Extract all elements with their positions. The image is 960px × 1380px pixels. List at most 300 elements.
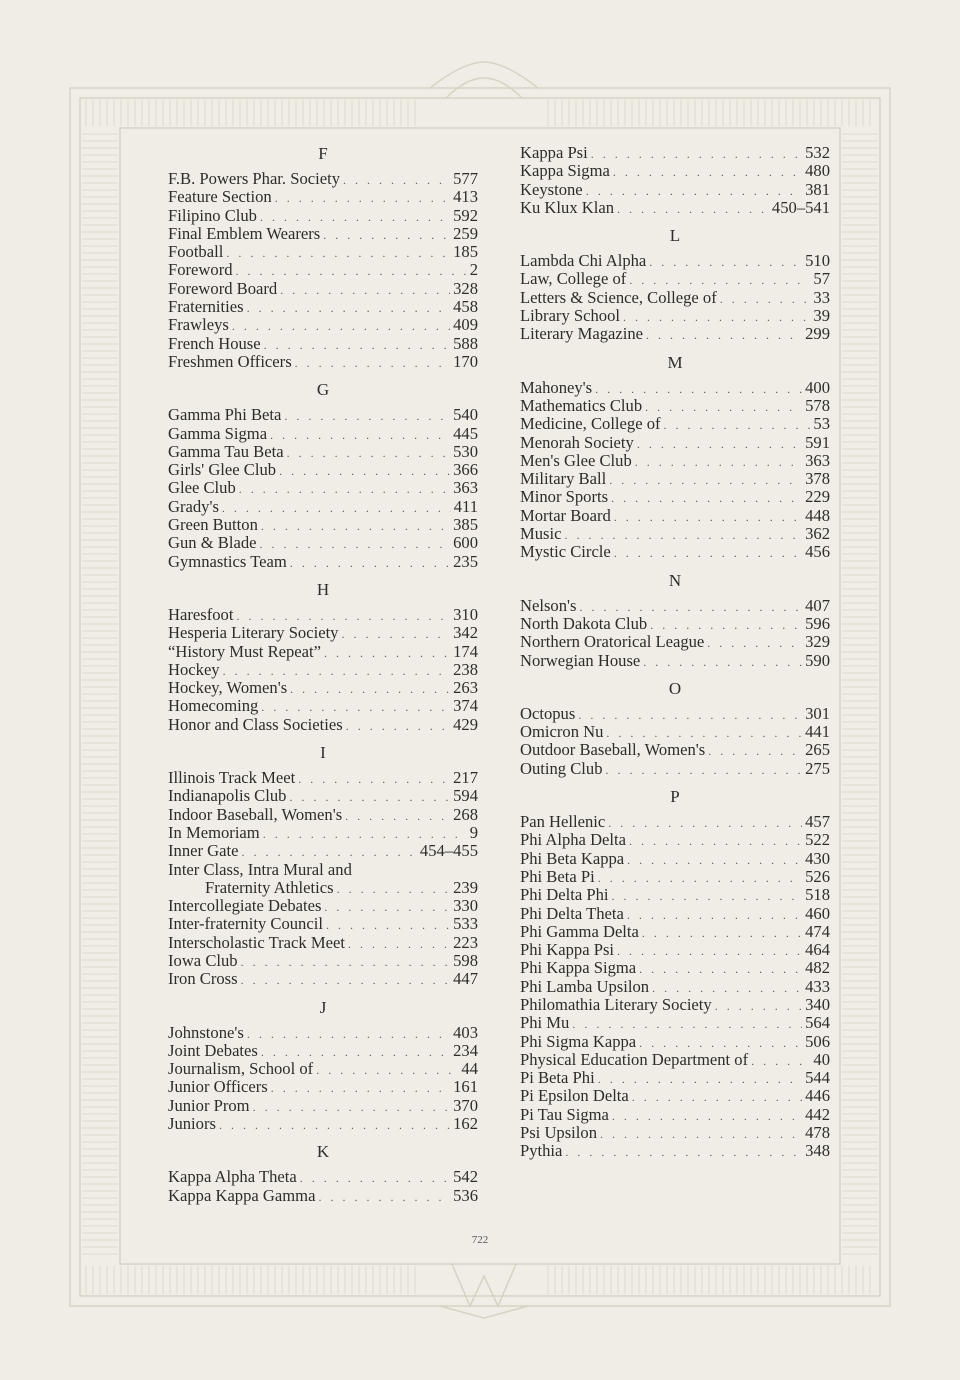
index-entry — [520, 452, 830, 470]
index-entry — [168, 425, 478, 443]
index-entry — [168, 243, 478, 261]
index-entry — [168, 624, 478, 642]
entry-name: Foreword Board — [168, 278, 278, 298]
index-entry — [168, 170, 478, 188]
index-entry — [168, 261, 478, 279]
entry-page: 363 — [453, 478, 478, 498]
entry-page: 185 — [453, 242, 478, 262]
dot-leader — [611, 489, 802, 507]
entry-name: Phi Kappa Sigma — [520, 958, 637, 978]
entry-name: Phi Beta Pi — [520, 866, 595, 886]
entry-name: Kappa Alpha Theta — [168, 1167, 297, 1187]
index-entry — [168, 1115, 478, 1133]
entry-page: 235 — [453, 551, 478, 571]
entry-page: 400 — [805, 377, 830, 397]
entry-name: Indianapolis Club — [168, 786, 287, 806]
dot-leader — [279, 462, 450, 480]
index-entry — [168, 1042, 478, 1060]
entry-page: 592 — [453, 205, 478, 225]
dot-leader — [298, 770, 450, 788]
section-letter: G — [316, 380, 330, 400]
entry-name: North Dakota Club — [520, 613, 648, 633]
dot-leader — [290, 680, 450, 698]
dot-leader — [241, 971, 451, 989]
entry-page: 407 — [805, 595, 830, 615]
dot-leader — [578, 706, 802, 724]
index-entry — [168, 188, 478, 206]
dot-leader — [226, 244, 450, 262]
dot-leader — [247, 1025, 450, 1043]
dot-leader — [612, 1107, 802, 1125]
dot-leader — [247, 299, 451, 317]
entry-page: 506 — [805, 1031, 830, 1051]
entry-name: Mathematics Club — [520, 395, 643, 415]
index-entry — [168, 952, 478, 970]
dot-leader — [649, 253, 802, 271]
entry-name: Iron Cross — [168, 969, 238, 989]
section-letter: L — [669, 226, 681, 246]
entry-name: Green Button — [168, 515, 258, 535]
index-entry — [168, 842, 478, 860]
dot-leader — [613, 163, 802, 181]
dot-leader — [637, 435, 802, 453]
entry-name: Foreword — [168, 260, 233, 280]
dot-leader — [232, 317, 450, 335]
dot-leader — [318, 1188, 450, 1206]
entry-page: 445 — [453, 423, 478, 443]
index-entry — [168, 824, 478, 842]
dot-leader — [708, 742, 802, 760]
dot-leader — [241, 953, 451, 971]
entry-name: Inter-fraternity Council — [168, 914, 323, 934]
dot-leader — [275, 189, 450, 207]
entry-name: Letters & Science, College of — [520, 287, 717, 307]
entry-page: 596 — [805, 613, 830, 633]
entry-page: 301 — [805, 703, 830, 723]
dot-leader — [289, 788, 450, 806]
index-entry — [520, 905, 830, 923]
entry-name: Hockey, Women's — [168, 678, 288, 698]
dot-leader — [600, 1125, 802, 1143]
index-entry — [168, 516, 478, 534]
entry-name: Mystic Circle — [520, 542, 611, 562]
entry-name: Football — [168, 242, 224, 262]
entry-page: 374 — [453, 696, 478, 716]
dot-leader — [617, 200, 769, 218]
entry-page: 217 — [453, 768, 478, 788]
dot-leader — [337, 880, 451, 898]
index-entry — [520, 415, 830, 433]
index-entry — [168, 934, 478, 952]
index-entry — [520, 633, 830, 651]
dot-leader — [645, 398, 802, 416]
entry-name: F.B. Powers Phar. Society — [168, 169, 340, 188]
entry-name: Pythia — [520, 1141, 563, 1161]
index-entry — [168, 479, 478, 497]
index-entry — [520, 1069, 830, 1087]
dot-leader — [324, 898, 450, 916]
entry-name: Filipino Club — [168, 205, 257, 225]
entry-page: 540 — [453, 405, 478, 425]
entry-page: 263 — [453, 678, 478, 698]
entry-page: 450–541 — [771, 197, 830, 217]
entry-page: 259 — [453, 223, 478, 243]
dot-leader — [341, 625, 450, 643]
index-entry — [520, 1142, 830, 1160]
dot-leader — [345, 807, 450, 825]
index-entry — [168, 716, 478, 734]
entry-page: 385 — [453, 515, 478, 535]
entry-page: 480 — [805, 161, 830, 181]
entry-page: 456 — [805, 542, 830, 562]
dot-leader — [720, 290, 811, 308]
section-letter: M — [667, 352, 683, 372]
entry-name: Mortar Board — [520, 505, 611, 525]
dot-leader — [290, 554, 450, 572]
index-entry — [520, 886, 830, 904]
entry-page: 57 — [813, 269, 830, 289]
entry-name: Mahoney's — [520, 377, 593, 397]
entry-name: Lambda Chi Alpha — [520, 251, 647, 271]
index-entry — [520, 144, 830, 162]
entry-name: Gun & Blade — [168, 533, 257, 553]
entry-page: 162 — [453, 1114, 478, 1134]
entry-name: Law, College of — [520, 269, 627, 289]
index-entry — [520, 868, 830, 886]
dot-leader — [715, 997, 802, 1015]
entry-page: 598 — [453, 950, 478, 970]
entry-name: Gymnastics Team — [168, 551, 287, 571]
entry-name: Inter Class, Intra Mural and — [168, 859, 352, 879]
dot-leader — [664, 416, 811, 434]
entry-page: 413 — [453, 187, 478, 207]
index-entry — [168, 280, 478, 298]
entry-page: 454–455 — [419, 841, 478, 861]
dot-leader — [639, 960, 802, 978]
index-entry — [520, 162, 830, 180]
entry-name: Final Emblem Wearers — [168, 223, 321, 243]
dot-leader — [261, 517, 450, 535]
dot-leader — [324, 644, 450, 662]
entry-name: Men's Glee Club — [520, 450, 632, 470]
entry-name: Omicron Nu — [520, 722, 604, 742]
entry-name: Phi Gamma Delta — [520, 921, 639, 941]
entry-page: 174 — [453, 641, 478, 661]
index-entry — [520, 831, 830, 849]
entry-name: Ku Klux Klan — [520, 197, 615, 217]
index-entry — [168, 1024, 478, 1042]
dot-leader — [316, 1061, 458, 1079]
index-entry — [520, 488, 830, 506]
dot-leader — [284, 407, 450, 425]
index-entry — [168, 1168, 478, 1186]
index-entry — [520, 723, 830, 741]
entry-page: 530 — [453, 441, 478, 461]
entry-name: Kappa Kappa Gamma — [168, 1185, 316, 1205]
dot-leader — [348, 935, 450, 953]
entry-name: Haresfoot — [168, 604, 234, 624]
entry-name: Journalism, School of — [168, 1059, 314, 1079]
dot-leader — [623, 308, 810, 326]
entry-name: Gamma Phi Beta — [168, 405, 282, 425]
entry-page: 591 — [805, 432, 830, 452]
dot-leader — [219, 1116, 450, 1134]
entry-page: 544 — [805, 1068, 830, 1088]
dot-leader — [343, 171, 450, 189]
entry-name: In Memoriam — [168, 822, 260, 842]
section-letter: K — [316, 1142, 330, 1162]
entry-name: Pi Epsilon Delta — [520, 1086, 629, 1106]
entry-name: Pi Tau Sigma — [520, 1104, 609, 1124]
entry-page: 342 — [453, 623, 478, 643]
index-entry — [168, 316, 478, 334]
entry-name: Inner Gate — [168, 841, 239, 861]
dot-leader — [261, 698, 450, 716]
entry-page: 366 — [453, 460, 478, 480]
dot-leader — [627, 906, 802, 924]
entry-name: Octopus — [520, 703, 576, 723]
entry-page: 457 — [805, 812, 830, 832]
entry-page: 594 — [453, 786, 478, 806]
index-entry — [520, 181, 830, 199]
entry-page: 441 — [805, 722, 830, 742]
dot-leader — [614, 544, 802, 562]
index-entry — [520, 597, 830, 615]
entry-page: 532 — [805, 143, 830, 162]
entry-name: Feature Section — [168, 187, 272, 207]
entry-name: Gamma Tau Beta — [168, 441, 284, 461]
entry-name: Phi Lamba Upsilon — [520, 976, 650, 996]
entry-name: Philomathia Literary Society — [520, 994, 712, 1014]
entry-page: 370 — [453, 1095, 478, 1115]
index-entry — [168, 406, 478, 424]
dot-leader — [271, 1079, 450, 1097]
entry-name: French House — [168, 333, 261, 353]
entry-name: Military Ball — [520, 469, 607, 489]
index-entry — [520, 1033, 830, 1051]
entry-page: 446 — [805, 1086, 830, 1106]
index-entry — [168, 861, 478, 879]
entry-name: Literary Magazine — [520, 324, 644, 344]
entry-name: Fraternity Athletics — [205, 877, 334, 897]
section-letter: I — [320, 743, 326, 763]
entry-page: 265 — [805, 740, 830, 760]
entry-name: Phi Delta Theta — [520, 903, 624, 923]
dot-leader — [280, 281, 450, 299]
index-entry — [520, 615, 830, 633]
entry-page: 39 — [813, 306, 830, 326]
entry-page: 9 — [469, 822, 478, 842]
index-entry — [168, 679, 478, 697]
entry-name: Phi Alpha Delta — [520, 830, 627, 850]
page-number: 722 — [471, 1234, 489, 1246]
dot-leader — [635, 453, 802, 471]
entry-page: 588 — [453, 333, 478, 353]
index-entry — [168, 606, 478, 624]
index-entry — [520, 270, 830, 288]
entry-page: 348 — [805, 1141, 830, 1161]
entry-page: 577 — [453, 169, 478, 188]
entry-page: 299 — [805, 324, 830, 344]
index-entry — [520, 741, 830, 759]
index-entry — [168, 534, 478, 552]
index-entry — [520, 252, 830, 270]
index-entry — [168, 225, 478, 243]
entry-page: 340 — [805, 994, 830, 1014]
entry-name: Kappa Psi — [520, 143, 588, 162]
dot-leader — [617, 942, 802, 960]
dot-leader — [627, 851, 802, 869]
index-entry — [168, 207, 478, 225]
index-entry — [520, 850, 830, 868]
entry-name: Outdoor Baseball, Women's — [520, 740, 706, 760]
index-entry — [168, 643, 478, 661]
dot-leader — [632, 1088, 802, 1106]
entry-page: 578 — [805, 395, 830, 415]
entry-name: Illinois Track Meet — [168, 768, 296, 788]
entry-page: 239 — [453, 877, 478, 897]
entry-name: Gamma Sigma — [168, 423, 268, 443]
entry-page: 564 — [805, 1013, 830, 1033]
entry-page: 458 — [453, 297, 478, 317]
dot-leader — [629, 832, 802, 850]
entry-name: Medicine, College of — [520, 414, 661, 434]
entry-name: Pan Hellenic — [520, 812, 606, 832]
entry-page: 536 — [453, 1185, 478, 1205]
section-letter: O — [668, 678, 682, 698]
dot-leader — [346, 717, 450, 735]
index-entry — [168, 498, 478, 516]
dot-leader — [608, 814, 802, 832]
entry-name: Kappa Sigma — [520, 161, 610, 181]
dot-leader — [646, 326, 802, 344]
entry-name: Interscholastic Track Meet — [168, 932, 345, 952]
index-entry — [168, 1060, 478, 1078]
entry-name: Hockey — [168, 659, 220, 679]
entry-name: Girls' Glee Club — [168, 460, 277, 480]
index-column-left — [168, 144, 478, 1205]
entry-name: Menorah Society — [520, 432, 634, 452]
entry-name: Glee Club — [168, 478, 236, 498]
section-letter: P — [670, 787, 680, 807]
index-entry — [168, 787, 478, 805]
entry-page: 433 — [805, 976, 830, 996]
entry-name: Fraternities — [168, 297, 244, 317]
section-letter: H — [316, 579, 330, 599]
entry-page: 53 — [813, 414, 830, 434]
dot-leader — [260, 535, 451, 553]
entry-name: Keystone — [520, 179, 583, 199]
entry-name: Phi Delta Phi — [520, 885, 609, 905]
entry-name: Minor Sports — [520, 487, 609, 507]
entry-name: Nelson's — [520, 595, 577, 615]
section-letter: N — [668, 570, 682, 590]
entry-page: 460 — [805, 903, 830, 923]
index-entry — [520, 525, 830, 543]
entry-name: Outing Club — [520, 758, 603, 778]
index-entry — [168, 697, 478, 715]
index-entry — [520, 760, 830, 778]
dot-leader — [323, 226, 450, 244]
entry-page: 40 — [813, 1049, 830, 1069]
index-entry — [520, 470, 830, 488]
entry-page: 381 — [805, 179, 830, 199]
entry-name: Northern Oratorical League — [520, 632, 705, 652]
dot-leader — [239, 480, 450, 498]
entry-name: Honor and Class Societies — [168, 714, 343, 734]
section-letter: J — [319, 997, 327, 1017]
entry-page: 447 — [453, 969, 478, 989]
entry-page: 442 — [805, 1104, 830, 1124]
entry-page: 238 — [453, 659, 478, 679]
index-entry — [168, 553, 478, 571]
dot-leader — [295, 354, 450, 372]
entry-page: 542 — [453, 1167, 478, 1187]
index-entry — [520, 1124, 830, 1142]
entry-name: Intercollegiate Debates — [168, 896, 322, 916]
entry-page: 44 — [461, 1059, 478, 1079]
index-entry — [520, 941, 830, 959]
index-entry — [520, 199, 830, 217]
dot-leader — [287, 444, 451, 462]
dot-leader — [612, 887, 803, 905]
entry-name: Phi Beta Kappa — [520, 848, 625, 868]
entry-page: 464 — [805, 940, 830, 960]
dot-leader — [598, 869, 802, 887]
entry-page: 161 — [453, 1077, 478, 1097]
entry-name: Frawleys — [168, 315, 229, 335]
index-entry — [168, 1097, 478, 1115]
index-entry — [168, 461, 478, 479]
entry-page: 590 — [805, 650, 830, 670]
entry-name: “History Must Repeat” — [168, 641, 321, 661]
index-entry — [520, 1087, 830, 1105]
dot-leader — [326, 916, 450, 934]
index-entry — [520, 923, 830, 941]
index-entry — [520, 507, 830, 525]
index-entry — [168, 298, 478, 316]
entry-name: Psi Upsilon — [520, 1123, 597, 1143]
index-entry — [168, 879, 478, 897]
entry-name: Norwegian House — [520, 650, 641, 670]
index-entry — [168, 970, 478, 988]
entry-page: 411 — [453, 496, 478, 516]
index-entry — [520, 996, 830, 1014]
index-entry — [168, 1078, 478, 1096]
entry-page: 268 — [453, 804, 478, 824]
index-entry — [520, 379, 830, 397]
entry-name: Indoor Baseball, Women's — [168, 804, 343, 824]
entry-page: 328 — [453, 278, 478, 298]
index-entry — [520, 543, 830, 561]
entry-name: Hesperia Literary Society — [168, 623, 339, 643]
index-entry — [168, 915, 478, 933]
index-entry — [168, 661, 478, 679]
entry-page: 522 — [805, 830, 830, 850]
entry-name: Library School — [520, 306, 621, 326]
entry-page: 430 — [805, 848, 830, 868]
entry-page: 518 — [805, 885, 830, 905]
entry-page: 478 — [805, 1123, 830, 1143]
dot-leader — [642, 924, 802, 942]
index-column-right — [520, 144, 830, 1161]
index-entry — [520, 813, 830, 831]
entry-name: Homecoming — [168, 696, 259, 716]
entry-name: Phi Sigma Kappa — [520, 1031, 637, 1051]
index-entry — [520, 652, 830, 670]
dot-leader — [300, 1169, 450, 1187]
dot-leader — [606, 761, 803, 779]
